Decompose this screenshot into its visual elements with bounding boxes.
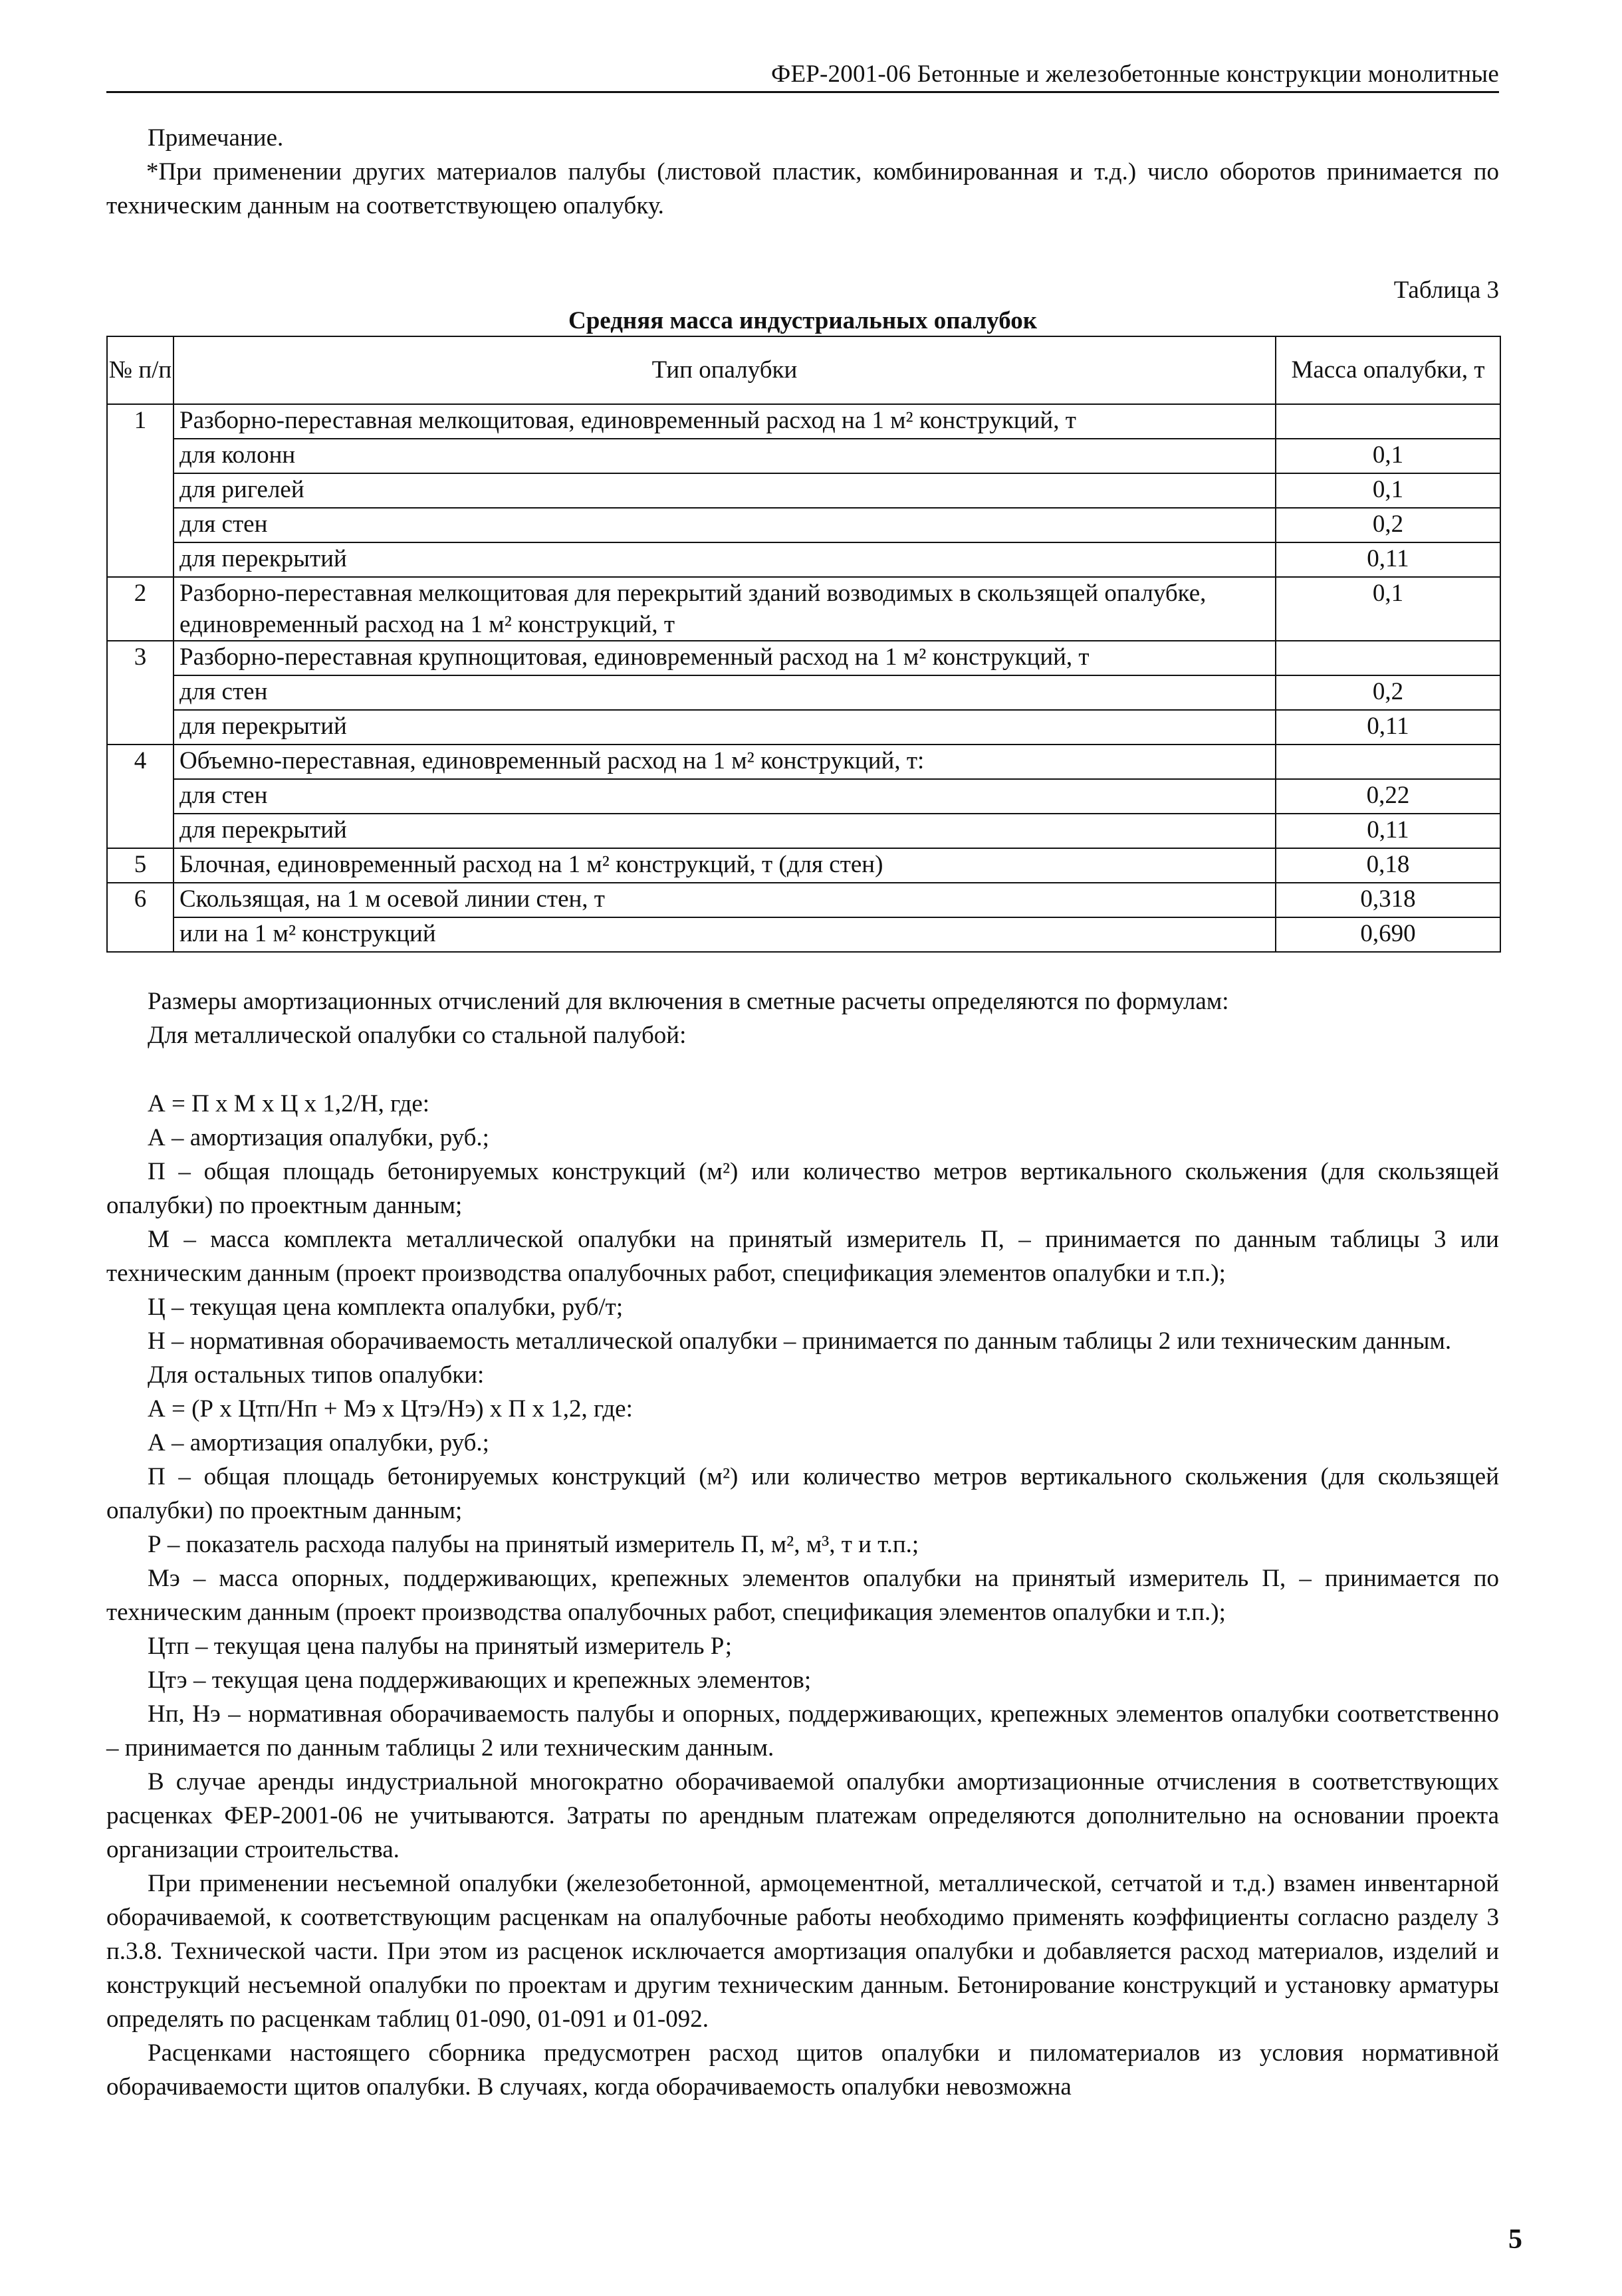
paragraph: Н – нормативная оборачиваемость металлической опалубки – принимается по данным таблицы 2 или техническим данным. — [148, 1327, 1452, 1355]
table-row — [107, 745, 1500, 779]
table-row — [107, 508, 1500, 542]
table-row — [107, 848, 1500, 883]
cell-mass: 0,2 — [1276, 508, 1500, 542]
paragraph: Для металлической опалубки со стальной палубой: — [148, 1022, 687, 1049]
formulas-section — [106, 984, 1499, 2104]
cell-type: для перекрытий — [174, 710, 1276, 745]
note-title: Примечание. — [148, 124, 284, 152]
table-body — [107, 404, 1500, 952]
paragraph: П – общая площадь бетонируемых конструкций (м²) или количество метров вертикального скольжения (для скользящей опалубки) по проектным данным; — [106, 1158, 1499, 1219]
table-row — [107, 814, 1500, 848]
cell-type: Разборно-переставная крупнощитовая, единовременный расход на 1 м² конструкций, т — [174, 641, 1276, 675]
paragraph: А – амортизация опалубки, руб.; — [148, 1429, 489, 1456]
cell-mass: 0,1 — [1276, 473, 1500, 508]
cell-num — [107, 917, 174, 952]
cell-type: Разборно-переставная мелкощитовая, единовременный расход на 1 м² конструкций, т — [174, 404, 1276, 439]
cell-type: Блочная, единовременный расход на 1 м² конструкций, т (для стен) — [174, 848, 1276, 883]
paragraph: При применении несъемной опалубки (железобетонной, армоцементной, металлической, сетчатой и т.д.) взамен инвентарной оборачиваемой, к соответствующим расценкам на опалубочные работы необходимо применять коэффициенты согласно разделу 3 п.3.8. Технической части. При этом из расценок исключается амортизация опалубки и добавляется расход материалов, изделий и конструкций несъемной опалубки по проектам и другим техническим данным. Бетонирование конструкций и установку арматуры определять по расценкам таблиц 01-090, 01-091 и 01-092. — [106, 1870, 1499, 2033]
cell-type: для колонн — [174, 439, 1276, 473]
table-row — [107, 917, 1500, 952]
paragraph: Для остальных типов опалубки: — [148, 1361, 485, 1389]
cell-mass: 0,22 — [1276, 779, 1500, 814]
table-row — [107, 779, 1500, 814]
table-row — [107, 473, 1500, 508]
table-row — [107, 577, 1500, 641]
cell-mass: 0,2 — [1276, 675, 1500, 710]
paragraph: Расценками настоящего сборника предусмотрен расход щитов опалубки и пиломатериалов из условия нормативной оборачиваемости щитов опалубки. В случаях, когда оборачиваемость опалубки невозможна — [106, 2039, 1499, 2101]
note-text: *При применении других материалов палубы (листовой пластик, комбинированная и т.д.) число оборотов принимается по техническим данным на соответствующею опалубку. — [106, 158, 1499, 219]
formula-other: А = (Р х Цтп/Нп + Мэ х Цтэ/Нэ) х П х 1,2, где: — [148, 1395, 633, 1423]
paragraph: Размеры амортизационных отчислений для включения в сметные расчеты определяются по формулам: — [148, 988, 1229, 1015]
table-row — [107, 542, 1500, 577]
cell-mass: 0,11 — [1276, 710, 1500, 745]
cell-num — [107, 508, 174, 542]
paragraph: Ц – текущая цена комплекта опалубки, руб/т; — [148, 1294, 624, 1321]
table-row — [107, 439, 1500, 473]
paragraph: В случае аренды индустриальной многократно оборачиваемой опалубки амортизационные отчисления в соответствующих расценках ФЕР-2001-06 не учитываются. Затраты по арендным платежам определяются дополнительно на основании проекта организации строительства. — [106, 1768, 1499, 1863]
formwork-mass-table — [106, 336, 1501, 953]
cell-num — [107, 779, 174, 814]
paragraph: Цтп – текущая цена палубы на принятый измеритель Р; — [148, 1633, 732, 1660]
cell-num — [107, 439, 174, 473]
cell-mass: 0,318 — [1276, 883, 1500, 917]
header-num: № п/п — [107, 336, 174, 404]
paragraph: Р – показатель расхода палубы на принятый измеритель П, м², м³, т и т.п.; — [148, 1531, 919, 1558]
cell-type: для стен — [174, 779, 1276, 814]
cell-num: 5 — [107, 848, 174, 883]
cell-num — [107, 814, 174, 848]
cell-num: 6 — [107, 883, 174, 917]
cell-mass — [1276, 404, 1500, 439]
header-type: Тип опалубки — [174, 336, 1276, 404]
cell-type: для ригелей — [174, 473, 1276, 508]
cell-type: или на 1 м² конструкций — [174, 917, 1276, 952]
cell-num — [107, 710, 174, 745]
cell-mass: 0,11 — [1276, 542, 1500, 577]
cell-mass — [1276, 641, 1500, 675]
cell-type: Объемно-переставная, единовременный расход на 1 м² конструкций, т: — [174, 745, 1276, 779]
cell-type: Скользящая, на 1 м осевой линии стен, т — [174, 883, 1276, 917]
cell-num — [107, 473, 174, 508]
cell-num — [107, 542, 174, 577]
cell-type: Разборно-переставная мелкощитовая для перекрытий зданий возводимых в скользящей опалубке, единовременный расход на 1 м² конструкций, т — [174, 577, 1276, 641]
cell-mass: 0,1 — [1276, 577, 1500, 641]
document-page — [106, 60, 1499, 2104]
paragraph: Нп, Нэ – нормативная оборачиваемость палубы и опорных, поддерживающих, крепежных элементов опалубки соответственно – принимается по данным таблицы 2 или техническим данным. — [106, 1700, 1499, 1762]
table-header-row — [107, 336, 1500, 404]
table-row — [107, 883, 1500, 917]
paragraph: П – общая площадь бетонируемых конструкций (м²) или количество метров вертикального скольжения (для скользящей опалубки) по проектным данным; — [106, 1463, 1499, 1524]
cell-type: для перекрытий — [174, 542, 1276, 577]
paragraph: Мэ – масса опорных, поддерживающих, крепежных элементов опалубки на принятый измеритель П, – принимается по техническим данным (проект производства опалубочных работ, спецификация элементов опалубки и т.п.); — [106, 1565, 1499, 1626]
table-row — [107, 675, 1500, 710]
paragraph: А – амортизация опалубки, руб.; — [148, 1124, 489, 1151]
paragraph: Цтэ – текущая цена поддерживающих и крепежных элементов; — [148, 1666, 812, 1694]
table-row — [107, 710, 1500, 745]
table-title: Средняя масса индустриальных опалубок — [568, 307, 1038, 334]
running-header: ФЕР-2001-06 Бетонные и железобетонные конструкции монолитные — [106, 60, 1499, 93]
page-number: 5 — [1508, 2224, 1522, 2255]
cell-type: для стен — [174, 508, 1276, 542]
table-row — [107, 641, 1500, 675]
cell-num — [107, 675, 174, 710]
cell-type: для перекрытий — [174, 814, 1276, 848]
cell-type: для стен — [174, 675, 1276, 710]
cell-num: 3 — [107, 641, 174, 675]
cell-mass — [1276, 745, 1500, 779]
formula-metal: А = П х М х Ц х 1,2/Н, где: — [148, 1090, 430, 1117]
cell-mass: 0,11 — [1276, 814, 1500, 848]
cell-num: 4 — [107, 745, 174, 779]
cell-num: 1 — [107, 404, 174, 439]
cell-mass: 0,1 — [1276, 439, 1500, 473]
table-caption: Таблица 3 — [1393, 277, 1499, 304]
table-row — [107, 404, 1500, 439]
header-mass: Масса опалубки, т — [1276, 336, 1500, 404]
paragraph: М – масса комплекта металлической опалубки на принятый измеритель П, – принимается по данным таблицы 3 или техническим данным (проект производства опалубочных работ, спецификация элементов опалубки и т.п.); — [106, 1226, 1499, 1287]
cell-mass: 0,18 — [1276, 848, 1500, 883]
cell-num: 2 — [107, 577, 174, 641]
cell-mass: 0,690 — [1276, 917, 1500, 952]
